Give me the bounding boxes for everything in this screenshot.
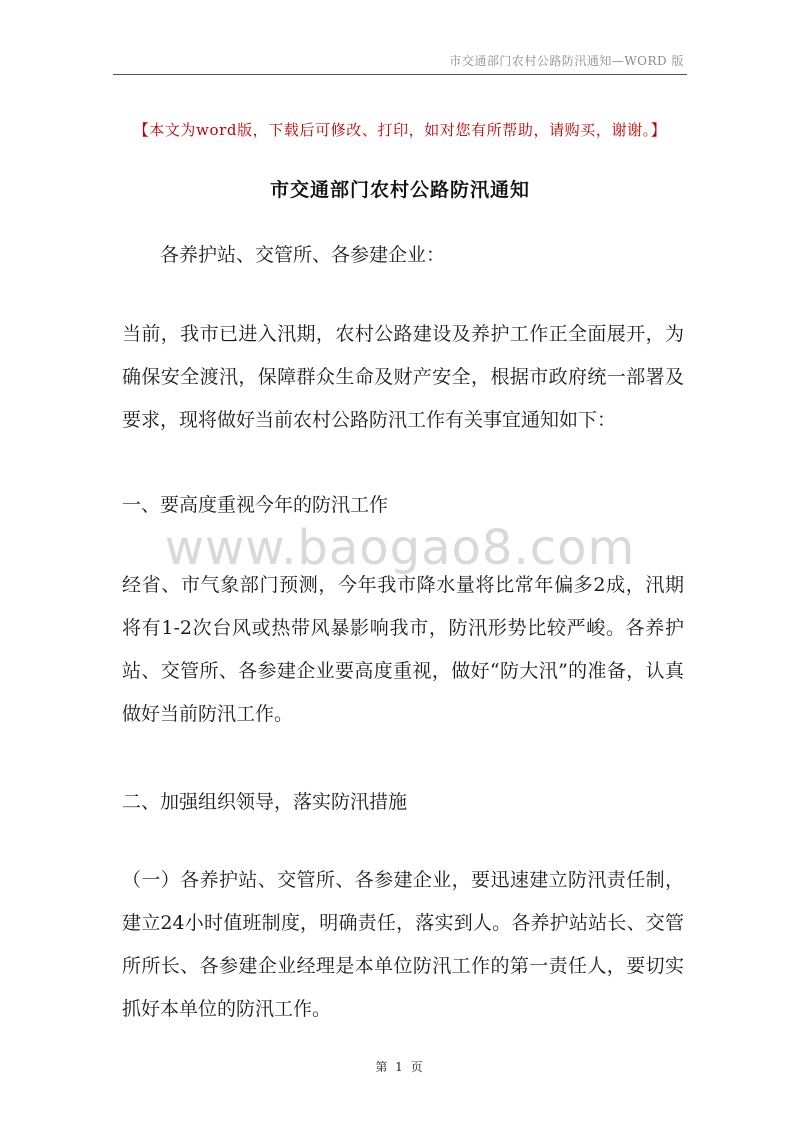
- running-header: 市交通部门农村公路防汛通知—WORD 版: [449, 54, 684, 68]
- download-notice: 【本文为word版，下载后可修改、打印，如对您有所帮助，请购买，谢谢。】: [133, 121, 667, 139]
- document-title: 市交通部门农村公路防汛通知: [269, 179, 530, 201]
- section-1-body: 经省、市气象部门预测，今年我市降水量将比常年偏多2成，汛期将有1-2次台风或热带风暴影响我市，防汛形势比较严峻。各养护站、交管所、各参建企业要高度重视，做好“防大汛”的准备，认真做好当前防汛工作。: [122, 574, 684, 725]
- salutation: 各养护站、交管所、各参建企业：: [160, 244, 446, 266]
- header-divider: [113, 74, 687, 75]
- section-2-item-1: （一）各养护站、交管所、各参建企业，要迅速建立防汛责任制，建立24小时值班制度，明确责任，落实到人。各养护站站长、交管所所长、各参建企业经理是本单位防汛工作的第一责任人，要切实抓好本单位的防汛工作。: [122, 869, 684, 1020]
- section-2-heading: 二、加强组织领导，落实防汛措施: [122, 791, 408, 813]
- intro-paragraph: 当前，我市已进入汛期，农村公路建设及养护工作正全面展开，为确保安全渡汛，保障群众生命及财产安全，根据市政府统一部署及要求，现将做好当前农村公路防汛工作有关事宜通知如下：: [122, 323, 684, 431]
- section-1-heading: 一、要高度重视今年的防汛工作: [122, 494, 389, 516]
- watermark: www.baogao8.com: [164, 520, 636, 576]
- page-number: 第 1 页: [375, 1060, 425, 1074]
